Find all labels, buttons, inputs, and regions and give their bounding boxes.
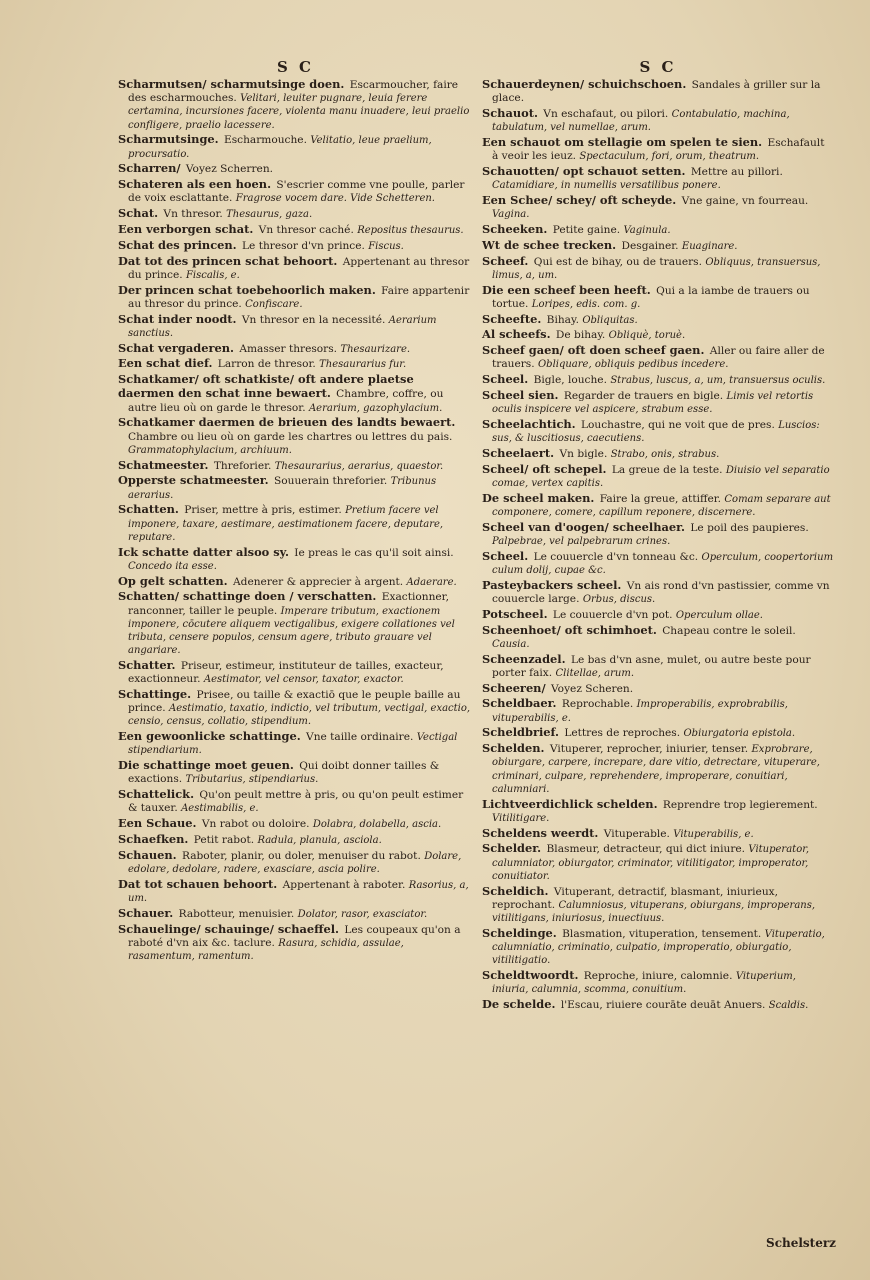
entry-french: Vn thresor. <box>160 208 227 221</box>
entry-french: Raboter, planir, ou doler, menuiser du rabot. <box>178 849 425 862</box>
entry-french: Priser, mettre à pris, estimer. <box>180 504 346 517</box>
dictionary-entry <box>482 78 834 105</box>
dictionary-entry <box>482 608 834 622</box>
dictionary-entry <box>118 575 473 589</box>
dictionary-entry <box>118 659 473 686</box>
entry-french: Regarder de trauers en bigle. <box>560 389 727 402</box>
dictionary-entry <box>482 927 834 968</box>
entry-french: De bihay. <box>552 329 609 342</box>
entry-french: Qui doibt donner tailles & exactions. <box>128 760 440 786</box>
entry-french: Amasser thresors. <box>235 342 341 355</box>
entry-headword: Schelder. <box>482 841 542 856</box>
entry-latin: Limis vel retortis oculis inspicere vel aspicere, strabum esse. <box>492 390 814 416</box>
entry-french: Souuerain threforier. <box>270 475 391 488</box>
dictionary-entry <box>482 998 834 1012</box>
entry-latin: Scaldis. <box>768 999 809 1011</box>
entry-headword: Schauot. <box>482 106 538 120</box>
entry-latin: Adaerare. <box>406 576 457 588</box>
entry-headword: Schauerdeynen/ schuichschoen. <box>482 77 687 91</box>
entry-headword: Schelden. <box>482 741 545 756</box>
entry-headword: Schat vergaderen. <box>118 340 234 355</box>
dictionary-entry <box>482 697 834 724</box>
entry-headword: Scheeren/ <box>482 680 546 695</box>
entry-headword: Een schauot om stellagie om spelen te sien. <box>482 135 763 149</box>
entry-latin: Euaginare. <box>681 240 738 252</box>
entry-headword: Wt de schee trecken. <box>482 237 617 252</box>
dictionary-entry <box>118 878 473 905</box>
entry-headword: Scharmutsinge. <box>118 132 219 147</box>
dictionary-entry <box>118 590 473 657</box>
entry-headword: Schatkamer daermen de brieuen des landts bewaert. <box>118 415 456 430</box>
entry-headword: Schatmeester. <box>118 457 209 472</box>
entry-latin: Vitilitigare. <box>492 812 550 824</box>
entry-french: Reprendre trop legierement. <box>659 798 818 811</box>
dictionary-entry <box>482 418 834 445</box>
left-column-header: S C <box>277 58 314 76</box>
entry-latin: Diuisio vel separatio comae, vertex capitis. <box>492 464 830 489</box>
entry-latin: Thesaurus, gaza. <box>226 209 313 221</box>
dictionary-entry <box>118 207 473 221</box>
entry-headword: Schatkamer/ oft schatkiste/ oft andere plaetse daermen den schat inne bewaert. <box>118 372 414 401</box>
entry-headword: Een gewoonlicke schattinge. <box>118 729 301 744</box>
entry-headword: Schauen. <box>118 847 177 862</box>
entry-french: Escarmoucher, faire des escharmouches. <box>128 79 459 105</box>
entry-french: Le thresor d'vn prince. <box>238 239 369 252</box>
left-column <box>118 58 473 965</box>
entry-french: Vn eschafaut, ou pilori. <box>539 108 672 120</box>
entry-headword: Schatten. <box>118 502 179 517</box>
entry-headword: Schauotten/ opt schauot setten. <box>482 164 686 178</box>
entry-headword: Scharmutsen/ scharmutsinge doen. <box>118 77 345 91</box>
entry-french: Petite gaine. <box>549 224 624 236</box>
entry-latin: Aestimabilis, e. <box>181 803 259 815</box>
entry-french: Vn ais rond d'vn pastissier, comme vn couuercle large. <box>492 579 830 605</box>
entry-french: Qui a la iambe de trauers ou tortue. <box>492 284 810 310</box>
entry-french: Vn thresor caché. <box>255 224 358 236</box>
entry-headword: Een Schaue. <box>118 816 197 831</box>
entry-french: Escharmouche. <box>220 134 311 147</box>
entry-headword: Scharren/ <box>118 161 181 176</box>
dictionary-entry <box>118 284 473 311</box>
dictionary-entry <box>118 546 473 573</box>
dictionary-entry <box>118 474 473 501</box>
catchword: Schelsterz <box>766 1236 836 1250</box>
entry-latin: Catamidiare, in numellis versatilibus ponere. <box>492 180 721 192</box>
dictionary-entry <box>482 239 834 253</box>
dictionary-entry <box>482 798 834 825</box>
dictionary-entry <box>118 239 473 253</box>
entry-french: Vn thresor en la necessité. <box>238 313 389 326</box>
dictionary-entry <box>482 653 834 680</box>
dictionary-entry <box>482 136 834 163</box>
entry-headword: Die een scheef been heeft. <box>482 282 651 297</box>
entry-latin: Exprobrare, obiurgare, carpere, increpare, dare vitio, detrectare, vituperare, criminari, culpare, reprehendere, improperare, conuitiari, calumniari. <box>492 744 820 795</box>
dictionary-entry <box>118 849 473 876</box>
dictionary-entry <box>482 842 834 883</box>
dictionary-entry <box>118 907 473 921</box>
entry-french: Sandales à griller sur la glace. <box>492 79 821 105</box>
entry-headword: Dat tot des princen schat behoort. <box>118 253 338 268</box>
entry-headword: Schat des princen. <box>118 237 237 252</box>
entry-headword: Schauer. <box>118 905 174 920</box>
entry-french: Blasmation, vituperation, tensement. <box>558 927 765 940</box>
entry-french: Ie preas le cas qu'il soit ainsi. <box>290 546 454 559</box>
dictionary-entry <box>482 328 834 342</box>
entry-latin: Loripes, edis. com. g. <box>531 298 641 310</box>
entry-french: Faire la greue, attiffer. <box>596 492 725 505</box>
dictionary-entry <box>482 389 834 416</box>
entry-french: Vn bigle. <box>556 447 611 460</box>
dictionary-entry <box>482 827 834 841</box>
entry-french: Rabotteur, menuisier. <box>175 907 298 920</box>
entry-latin: Fiscalis, e. <box>185 269 240 281</box>
dictionary-entry <box>118 730 473 757</box>
entry-headword: Op gelt schatten. <box>118 573 228 588</box>
entry-headword: Scheenzadel. <box>482 651 566 666</box>
entry-latin: Confiscare. <box>245 298 303 310</box>
entry-latin: Aerarium sanctius. <box>128 314 437 339</box>
entry-french: Bihay. <box>543 313 583 326</box>
entry-french: Eschafault à veoir les ieuz. <box>492 137 825 163</box>
dictionary-entry <box>118 788 473 815</box>
entry-headword: Lichtveerdichlick schelden. <box>482 796 658 811</box>
left-entries <box>118 78 473 963</box>
entry-french: Le couuercle d'vn pot. <box>549 608 676 621</box>
dictionary-entry <box>482 373 834 387</box>
entry-headword: Een verborgen schat. <box>118 222 254 236</box>
entry-latin: Fragrose vocem dare. Vide Schetteren. <box>235 193 435 205</box>
entry-french: Threforier. <box>210 459 275 472</box>
entry-headword: Schatter. <box>118 658 176 672</box>
entry-headword: Die schattinge moet geuen. <box>118 758 294 773</box>
dictionary-entry <box>118 817 473 831</box>
entry-headword: Schauelinge/ schauinge/ schaeffel. <box>118 921 340 936</box>
dictionary-entry <box>482 165 834 192</box>
entry-latin: Thesaurarius fur. <box>319 359 407 371</box>
entry-latin: Obiurgatoria epistola. <box>683 728 796 740</box>
dictionary-entry <box>118 357 473 371</box>
entry-headword: Een schat dief. <box>118 356 213 371</box>
entry-headword: Schattelick. <box>118 787 195 802</box>
dictionary-entry <box>482 742 834 796</box>
dictionary-entry <box>118 133 473 160</box>
entry-latin: Rasorius, a, um. <box>128 879 469 904</box>
dictionary-entry <box>118 833 473 847</box>
entry-latin: Obliquus, transuersus, limus, a, um. <box>492 256 821 281</box>
entry-headword: Scheel. <box>482 372 529 387</box>
dictionary-entry <box>482 624 834 651</box>
entry-latin: Causia. <box>492 638 530 650</box>
entry-latin: Spectaculum, fori, orum, theatrum. <box>579 151 760 163</box>
dictionary-entry <box>482 107 834 134</box>
dictionary-entry <box>482 255 834 282</box>
dictionary-entry <box>118 162 473 176</box>
entry-latin: Calumniosus, vituperans, obiurgans, improperans, vitilitigans, iniuriosus, inuectiuus. <box>492 899 816 924</box>
dictionary-entry <box>482 521 834 548</box>
entry-latin: Velitari, leuiter pugnare, leuia ferere certamina, incursiones facere, violenta manu inuadere, leui praelio confligere, praelio lacessere. <box>128 93 470 131</box>
entry-latin: Tributarius, stipendiarius. <box>185 774 319 786</box>
entry-headword: Scheelachtich. <box>482 416 576 431</box>
entry-french: Mettre au pillori. <box>687 166 783 178</box>
entry-french: Petit rabot. <box>190 834 258 846</box>
entry-latin: Tribunus aerarius. <box>128 476 437 501</box>
dictionary-entry <box>118 78 473 132</box>
entry-french: Bigle, louche. <box>530 374 611 387</box>
dictionary-entry <box>118 178 473 205</box>
dictionary-entry <box>482 550 834 577</box>
entry-headword: Scheldbaer. <box>482 696 557 711</box>
entry-french: Vne gaine, vn fourreau. <box>678 195 809 207</box>
entry-latin: Vituperator, calumniator, obiurgator, criminator, vitilitigator, improperator, conuitiator. <box>492 844 810 882</box>
entry-french: Chambre ou lieu où on garde les chartres ou lettres du pais. <box>128 430 453 443</box>
entry-french: Vituperable. <box>600 827 674 840</box>
dictionary-entry <box>118 223 473 237</box>
entry-headword: Scheel sien. <box>482 387 559 402</box>
right-entries <box>482 78 834 1012</box>
entry-headword: Schateren als een hoen. <box>118 177 272 192</box>
entry-latin: Clitellae, arum. <box>555 667 634 679</box>
entry-latin: Dolabra, dolabella, ascia. <box>312 819 442 831</box>
entry-latin: Comam separare aut componere, comere, capillum reponere, discernere. <box>492 493 831 518</box>
entry-french: Vne taille ordinaire. <box>302 731 417 744</box>
entry-french: Vituperant, detractif, blasmant, iniurieux, reprochant. <box>492 885 778 911</box>
entry-french: Reprochable. <box>558 698 637 711</box>
entry-latin: Vagina. <box>492 209 530 221</box>
entry-headword: Scheefte. <box>482 311 542 326</box>
entry-latin: Luscios: sus, & luscitiosus, caecutiens. <box>492 419 820 445</box>
entry-latin: Repositus thesaurus. <box>357 225 464 236</box>
entry-french: Adenerer & apprecier à argent. <box>229 575 407 588</box>
dictionary-entry <box>118 255 473 282</box>
entry-french: Blasmeur, detracteur, qui dict iniure. <box>543 843 749 856</box>
dictionary-entry <box>482 223 834 237</box>
entry-latin: Thesaurizare. <box>340 343 411 355</box>
entry-latin: Improperabilis, exprobrabilis, vituperabilis, e. <box>492 699 788 724</box>
entry-french: Qui est de bihay, ou de trauers. <box>530 255 706 268</box>
entry-french: Larron de thresor. <box>214 358 320 371</box>
entry-french: Louchastre, qui ne voit que de pres. <box>577 418 779 431</box>
entry-french: Le bas d'vn asne, mulet, ou autre beste pour porter faix. <box>492 653 811 679</box>
entry-latin: Vituperatio, calumniatio, criminatio, culpatio, improperatio, obiurgatio, vitilitigatio. <box>492 928 825 967</box>
dictionary-entry <box>482 284 834 311</box>
entry-headword: Schat. <box>118 206 159 221</box>
entry-latin: Aestimatio, taxatio, indictio, vel tributum, vectigal, exactio, censio, census, collatio, stipendium. <box>128 703 471 728</box>
entry-headword: Schattinge. <box>118 687 192 701</box>
entry-latin: Thesaurarius, aerarius, quaestor. <box>274 460 444 472</box>
entry-latin: Vituperabilis, e. <box>673 828 754 840</box>
entry-french: Prisee, ou taille & exactiō que le peuple baille au prince. <box>128 689 461 715</box>
entry-latin: Operculum, coopertorium culum dolij, cupae &c. <box>492 551 834 576</box>
entry-headword: Scheel. <box>482 548 529 563</box>
entry-headword: Scheeken. <box>482 222 548 236</box>
entry-latin: Velitatio, leue praelium, procursatio. <box>128 135 432 160</box>
entry-headword: Pasteybackers scheel. <box>482 577 622 592</box>
entry-headword: Scheef. <box>482 253 529 268</box>
entry-french: Desgainer. <box>618 239 682 252</box>
entry-latin: Obliquare, obliquis pedibus incedere. <box>537 359 729 371</box>
entry-headword: Dat tot schauen behoort. <box>118 876 278 891</box>
entry-latin: Dolare, edolare, dedolare, radere, exasciare, ascia polire. <box>128 850 462 875</box>
right-column-header: S C <box>639 58 677 76</box>
dictionary-entry <box>118 313 473 340</box>
entry-french: Les coupeaux qu'on a raboté d'vn aix &c. taclure. <box>128 923 461 949</box>
entry-latin: Concedo ita esse. <box>128 560 217 572</box>
dictionary-entry <box>482 682 834 696</box>
entry-headword: Schatten/ schattinge doen / verschatten. <box>118 589 377 604</box>
entry-headword: Scheldtwoordt. <box>482 967 579 982</box>
entry-french: Exactionner, ranconner, tailler le peuple. <box>128 591 449 617</box>
entry-headword: Scheelaert. <box>482 445 555 460</box>
entry-french: Vn rabot ou doloire. <box>198 818 313 831</box>
entry-headword: Scheldich. <box>482 883 549 898</box>
entry-latin: Strabo, onis, strabus. <box>610 448 720 460</box>
entry-french: Chapeau contre le soleil. <box>658 624 796 637</box>
entry-headword: Scheenhoet/ oft schimhoet. <box>482 622 657 637</box>
dictionary-entry <box>118 503 473 544</box>
entry-headword: Ick schatte datter alsoo sy. <box>118 544 289 559</box>
entry-headword: Scheel van d'oogen/ scheelhaer. <box>482 519 686 534</box>
entry-latin: Aerarium, gazophylacium. <box>308 402 443 414</box>
entry-latin: Vectigal stipendiarium. <box>128 732 458 757</box>
dictionary-entry <box>482 194 834 221</box>
entry-headword: Een Schee/ schey/ oft scheyde. <box>482 193 677 207</box>
dictionary-entry <box>482 344 834 371</box>
entry-french: Reproche, iniure, calomnie. <box>580 969 736 982</box>
dictionary-entry <box>482 885 834 926</box>
entry-latin: Palpebrae, vel palpebrarum crines. <box>492 535 671 547</box>
dictionary-entry <box>118 342 473 356</box>
entry-latin: Contabulatio, machina, tabulatum, vel numellae, arum. <box>492 109 790 134</box>
entry-french: Voyez Scherren. <box>182 163 274 176</box>
entry-french: Appertenant au thresor du prince. <box>128 255 470 281</box>
entry-french: Chambre, coffre, ou autre lieu où on garde le thresor. <box>128 388 444 414</box>
entry-headword: Schaefken. <box>118 832 189 846</box>
entry-latin: Rasura, schidia, assulae, rasamentum, ramentum. <box>128 937 404 962</box>
dictionary-entry <box>118 688 473 729</box>
entry-latin: Orbus, discus. <box>582 593 656 605</box>
entry-french: La greue de la teste. <box>608 463 726 476</box>
entry-headword: Al scheefs. <box>482 327 551 342</box>
entry-latin: Grammatophylacium, archiuum. <box>128 444 292 456</box>
entry-latin: Aestimator, vel censor, taxator, exactor. <box>203 674 404 686</box>
entry-latin: Vaginula. <box>623 225 671 236</box>
entry-headword: Scheldinge. <box>482 925 557 940</box>
dictionary-entry <box>482 447 834 461</box>
right-column <box>482 58 834 1014</box>
entry-headword: Scheel/ oft schepel. <box>482 461 607 476</box>
entry-french: Appertenant à raboter. <box>279 878 409 891</box>
entry-french: Faire appartenir au thresor du prince. <box>128 284 470 310</box>
entry-headword: De schelde. <box>482 996 556 1011</box>
entry-headword: Scheldens weerdt. <box>482 825 599 840</box>
entry-latin: Pretium facere vel imponere, taxare, aestimare, aestimationem facere, deputare, reputare. <box>128 505 444 543</box>
dictionary-entry <box>118 416 473 457</box>
entry-latin: Dolator, rasor, exasciator. <box>297 908 428 920</box>
entry-french: l'Escau, riuiere courāte deuāt Anuers. <box>557 998 769 1011</box>
entry-latin: Obliquè, toruè. <box>608 330 686 342</box>
dictionary-entry <box>482 579 834 606</box>
entry-french: Voyez Scheren. <box>547 682 634 695</box>
dictionary-entry <box>118 759 473 786</box>
entry-headword: Scheef gaen/ oft doen scheef gaen. <box>482 343 705 358</box>
entry-latin: Operculum ollae. <box>675 609 763 621</box>
entry-headword: Der princen schat toebehoorlich maken. <box>118 282 376 297</box>
entry-headword: Schat inder noodt. <box>118 311 237 326</box>
entry-french: Vituperer, reprocher, iniurier, tenser. <box>546 743 752 756</box>
entry-headword: De scheel maken. <box>482 490 595 505</box>
entry-french: Qu'on peult mettre à pris, ou qu'on peult estimer & tauxer. <box>128 789 464 815</box>
entry-headword: Scheldbrief. <box>482 725 559 740</box>
dictionary-entry <box>118 459 473 473</box>
dictionary-entry <box>482 463 834 490</box>
entry-french: Le poil des paupieres. <box>687 521 809 534</box>
dictionary-entry <box>482 969 834 996</box>
entry-french: Lettres de reproches. <box>560 727 684 740</box>
entry-latin: Strabus, luscus, a, um, transuersus oculis. <box>610 375 826 387</box>
entry-latin: Obliquitas. <box>582 314 638 326</box>
entry-french: Le couuercle d'vn tonneau &c. <box>530 550 702 563</box>
dictionary-entry <box>482 726 834 740</box>
dictionary-entry <box>482 313 834 327</box>
dictionary-entry <box>118 923 473 964</box>
dictionary-entry <box>482 492 834 519</box>
entry-french: Aller ou faire aller de trauers. <box>492 345 825 371</box>
entry-headword: Potscheel. <box>482 606 548 621</box>
entry-latin: Fiscus. <box>368 240 404 252</box>
entry-french: S'escrier comme vne poulle, parler de voix esclattante. <box>128 179 465 205</box>
entry-headword: Opperste schatmeester. <box>118 473 269 488</box>
entry-latin: Imperare tributum, exactionem imponere, cōcutere aliquem vectigalibus, exigere collationes vel tributa, censere populos, censum agere, tributo grauare vel angariare. <box>128 605 455 657</box>
entry-latin: Radula, planula, asciola. <box>257 835 382 846</box>
dictionary-entry <box>118 373 473 415</box>
entry-latin: Vituperium, iniuria, calumnia, scomma, conuitium. <box>492 970 796 996</box>
entry-french: Priseur, estimeur, instituteur de tailles, exacteur, exactionneur. <box>128 660 444 686</box>
